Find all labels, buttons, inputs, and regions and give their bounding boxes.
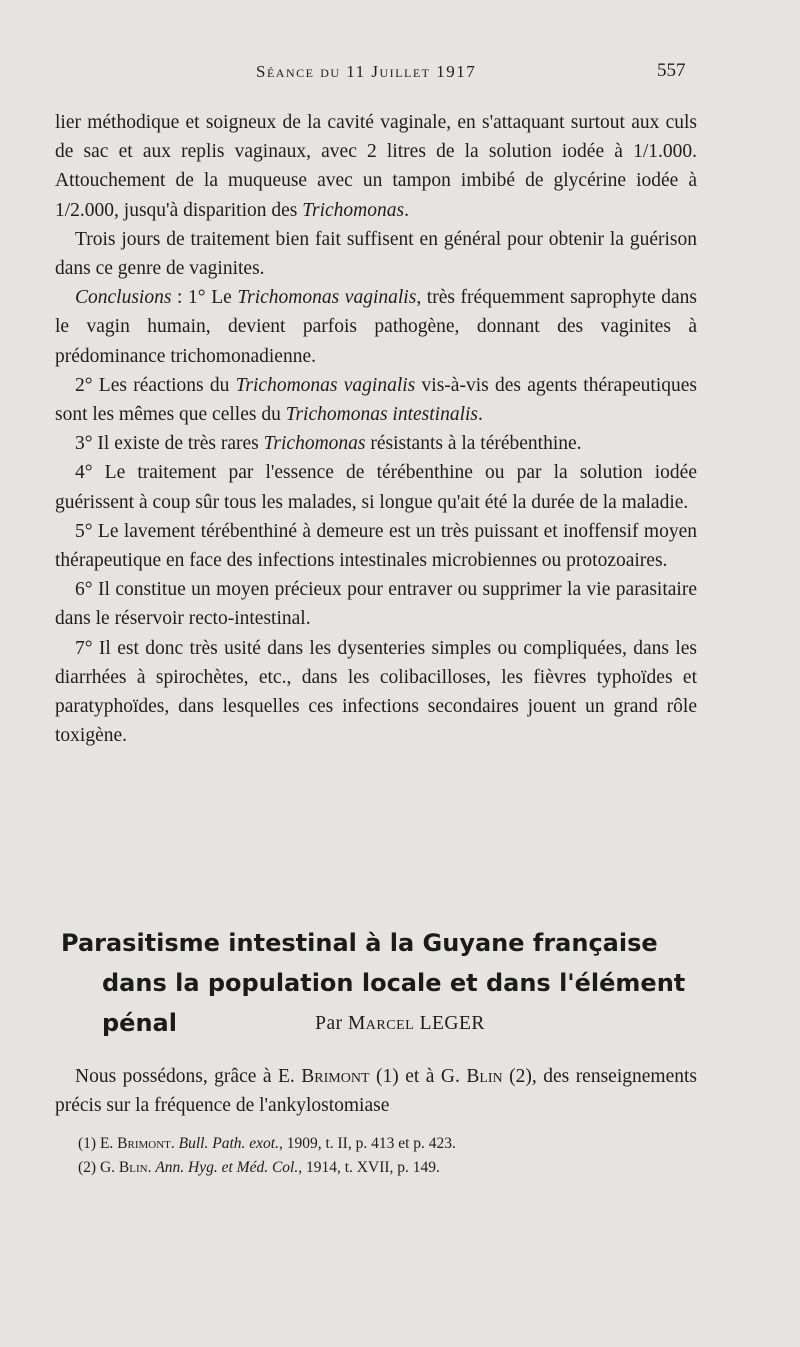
- conclusion-7: 7° Il est donc très usité dans les dysenteries simples ou compliquées, dans les diarrhées à spirochètes, etc., dans les colibacilloses, les fièvres typhoïdes et paratyphoïdes, dans lesquelles ces infections secondaires jouent un grand rôle toxigène.: [55, 637, 697, 747]
- body-text: [55, 108, 697, 750]
- paragraph-duration: Trois jours de traitement bien fait suffisent en général pour obtenir la guérison dans ce genre de vaginites.: [55, 228, 697, 280]
- conclusion-6: 6° Il constitue un moyen précieux pour entraver ou supprimer la vie parasitaire dans le réservoir recto-intestinal.: [55, 579, 697, 630]
- page-number: 557: [657, 60, 686, 81]
- footnotes: [78, 1132, 698, 1180]
- title-line-1: Parasitisme intestinal à la Guyane française: [61, 929, 658, 957]
- page-header: [0, 60, 800, 90]
- running-head: Séance du 11 Juillet 1917: [256, 62, 477, 81]
- conclusion-2: 2° Les réactions du Trichomonas vaginalis vis-à-vis des agents thérapeutiques sont les mêmes que celles du Trichomonas intestinalis.: [55, 374, 698, 426]
- author-byline: Par Marcel LEGER: [315, 1013, 485, 1034]
- footnote-1: (1) E. Brimont. Bull. Path. exot., 1909, t. II, p. 413 et p. 423.: [78, 1135, 456, 1152]
- article-intro: Nous possédons, grâce à E. Brimont (1) et à G. Blin (2), des renseignements précis sur la fréquence de l'ankylostomiase: [55, 1066, 697, 1117]
- footnote-2: (2) G. Blin. Ann. Hyg. et Méd. Col., 1914, t. XVII, p. 149.: [78, 1159, 440, 1176]
- conclusion-1: Conclusions : 1° Le Trichomonas vaginalis, très fréquemment saprophyte dans le vagin humain, devient parfois pathogène, donnant des vaginites à prédominance trichomonadienne.: [55, 287, 697, 367]
- conclusion-3: 3° Il existe de très rares Trichomonas résistants à la térébenthine.: [75, 433, 582, 455]
- conclusion-5: 5° Le lavement térébenthiné à demeure est un très puissant et inoffensif moyen thérapeutique en face des infections intestinales microbiennes ou protozoaires.: [55, 520, 697, 572]
- title-line-2: dans la population locale et dans l'élément pénal: [102, 969, 686, 1037]
- paragraph-treatment: lier méthodique et soigneux de la cavité vaginale, en s'attaquant surtout aux culs de sac et aux replis vaginaux, avec 2 litres de la solution iodée à 1/1.000. Attouchement de la muqueuse avec un tampon imbibé de glycérine iodée à 1/2.000, jusqu'à disparition des Trichomonas.: [55, 112, 697, 221]
- conclusion-4: 4° Le traitement par l'essence de térébenthine ou par la solution iodée guérissent à coup sûr tous les malades, si longue qu'ait été la durée de la maladie.: [55, 462, 697, 513]
